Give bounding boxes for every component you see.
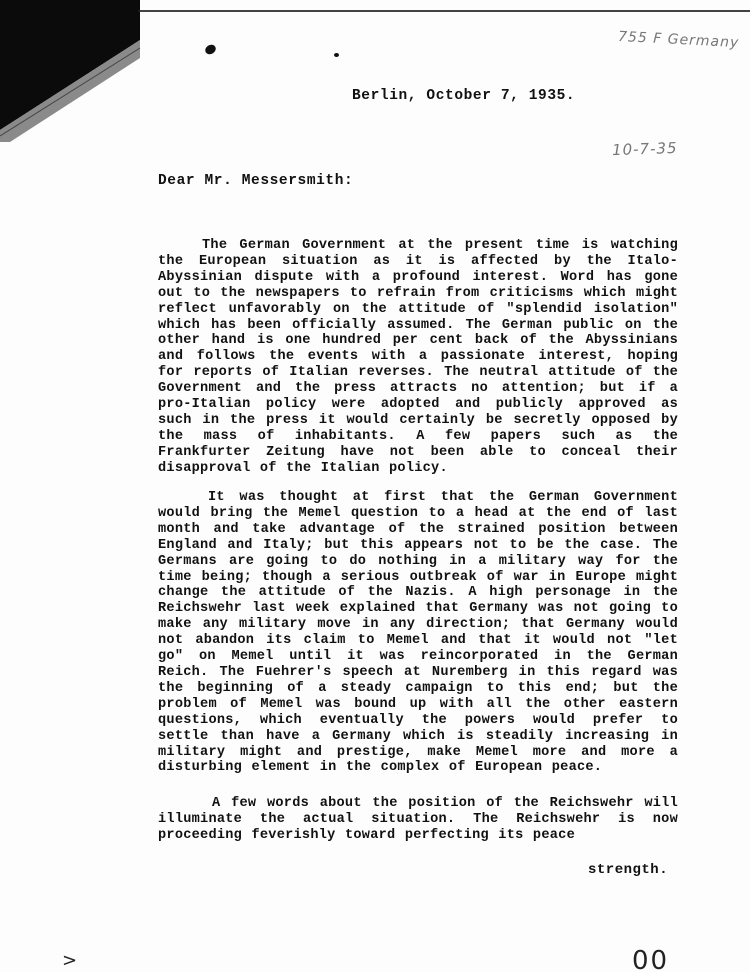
letter-dateline: Berlin, October 7, 1935. xyxy=(352,88,576,104)
scan-corner-artifact xyxy=(0,0,140,145)
handwritten-date: 10-7-35 xyxy=(611,138,678,160)
page-continuation-word: strength. xyxy=(588,862,669,878)
letter-paragraph-1: The German Government at the present time is watching the European situation as it is affected by the Italo-Abyssinian dispute with a profound interest. Word has gone out to the newspapers to refrain from criticisms which might reflect unfavorably on the attitude of "splendid isolation" which has been officially assumed. The German public on the other hand is one hundred per cent back of the Abyssinians and follows the events with a passionate interest, hoping for reports of Italian reverses. The neutral attitude of the Government and the press attracts no attention; but if a pro-Italian policy were adopted and publicly approved as such in the press it would certainly be secretly opposed by the mass of inhabitants. A few papers such as the Frankfurter Zeitung have not been able to conceal their disapproval of the Italian policy. xyxy=(158,238,678,476)
letter-paragraph-2: It was thought at first that the German Government would bring the Memel question to a head at the end of last month and take advantage of the strained position between England and Italy; but this appears not to be the case. The Germans are going to do nothing in a military way for the time being; though a serious outbreak of war in Europe might change the attitude of the Nazis. A high personage in the Reichswehr last week explained that Germany was not going to make any military move in any direction; that Germany would not abandon its claim to Memel and that it would not "let go" on Memel until it was reincorporated in the German Reich. The Fuehrer's speech at Nuremberg in this regard was the beginning of a steady campaign to this end; but the problem of Memel was bound up with all the other eastern questions, which eventually the powers would prefer to settle than have a Germany which is steadily increasing in military might and prestige, make Memel more and more a disturbing element in the complex of European peace. xyxy=(158,490,678,776)
handwritten-file-note: 755 F Germany xyxy=(617,28,740,52)
ink-speck xyxy=(203,43,217,56)
letter-paragraph-3: A few words about the position of the Reichswehr will illuminate the actual situation. The Reichswehr is now proceeding feverishly toward perfecting its peace xyxy=(158,796,678,843)
page-number-mark: 00 xyxy=(632,946,670,972)
bottom-margin-mark: > xyxy=(62,950,78,971)
letter-salutation: Dear Mr. Messersmith: xyxy=(158,173,354,189)
ink-speck xyxy=(334,53,339,57)
scan-edge-line xyxy=(138,10,750,12)
